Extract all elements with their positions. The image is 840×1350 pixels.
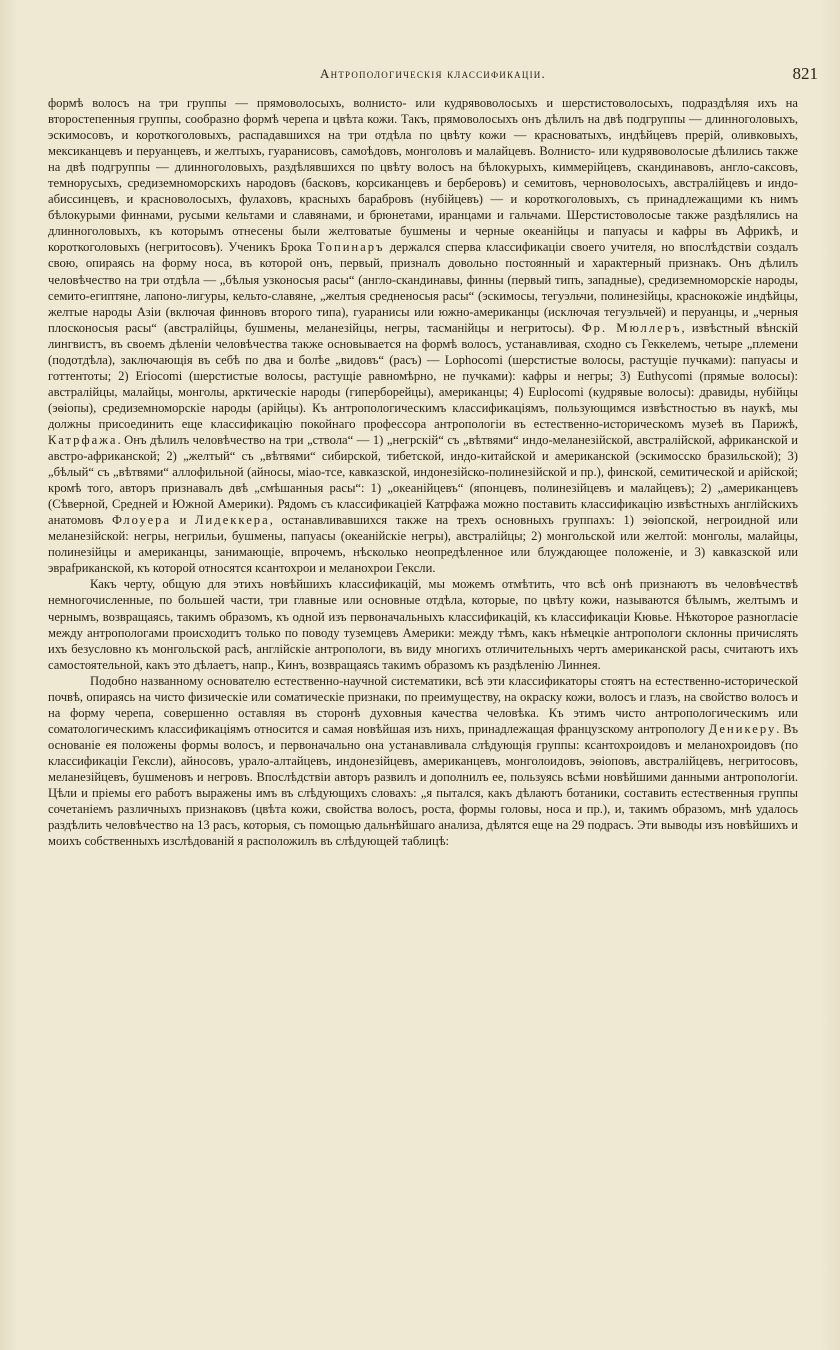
page-number: 821 [792,64,818,83]
author-name: Фр. Мюллеръ [581,320,682,335]
text-run: . Въ основаніе ея положены формы волосъ, и первоначально она устанавливала слѣдующія группы: ксантохроидовъ и меланохроидовъ (по классификаціи Гексли), айносовъ, урало-алтайцевъ, индонезійцевъ, американцевъ, монголоидовъ, эѳіоповъ, австралійцевъ, негритосовъ, меланезійцевъ, бушменовъ и негровъ. Впослѣдствіи авторъ развилъ и дополнилъ ее, пользуясь всѣми новѣйшими данными антропологіи. Цѣли и пріемы его работъ выражены имъ въ слѣдующихъ словахъ: „я пытался, какъ дѣлаютъ ботаники, составить естественныя группы сочетаніемъ различныхъ признаковъ (цвѣта кожи, свойства волосъ, роста, формы головы, носа и пр.), и, такимъ образомъ, мнѣ удалось раздѣлить человѣчество на 13 расъ, которыя, съ помощью дальнѣйшаго анализа, дѣлятся еще на 29 подрасъ. Эти выводы изъ новѣйшихъ и моихъ собственныхъ изслѣдованій я расположилъ въ слѣдующей таблицѣ: [48,721,798,849]
text-run: держался сперва классификаціи своего учителя, но впослѣдствіи создалъ свою, опираясь на форму носа, въ которой онъ, первый, призналъ довольно постоянный и характерный признакъ. Онъ дѣлилъ человѣчество на три отдѣла — „бѣлыя узконосыя расы“ (англо-скандинавы, финны (первый типъ, западные), средиземноморскіе народы, семито-египтяне, лапоно-лигуры, кельто-славяне, „желтыя средненосыя расы“ (эскимосы, тегуэльчи, полинезійцы, краснокожіе индѣйцы, желтые народы Азіи (включая финновъ второго типа), гуаранисы или южно-американцы (исключая тегуэльчей) и перуанцы, и „черныя плосконосыя расы“ (австралійцы, бушмены, меланезійцы, негры, тасманійцы и негритосы). [48,240,798,335]
text-run: . Онъ дѣлилъ человѣчество на три „ствола“ — 1) „негрскій“ съ „вѣтвями“ индо-меланезійской, австралійской, африканской и австро-африканской; 2) „желтый“ съ „вѣтвями“ сибирской, тибетской, индо-китайской и американской (эскимосско бразильской); 3) „бѣлый“ съ „вѣтвями“ аллофильной (айносы, міао-тсе, кавказской, индонезійско-полинезійской и пр.), финской, семитической и арійской; кромѣ того, авторъ признавалъ двѣ „смѣшанныя расы“: 1) „океанійцевъ“ (японцевъ, полинезійцевъ и малайцевъ); 2) „американцевъ (Сѣверной, Средней и Южной Америки). Рядомъ съ классификаціей Катрфажа можно поставить классификацію извѣстныхъ англійскихъ анатомовъ [48,432,798,528]
paragraph [48,576,798,672]
main-text [48,95,798,849]
text-run: , останавливавшихся также на трехъ основныхъ группахъ: 1) эѳіопской, негроидной или меланезійской: негры, негрильи, бушмены, папуасы (океанійскіе негры), австралійцы; 2) монгольской или желтой: монголы, малайцы, полинезійцы и американцы, занимающіе, впрочемъ, нѣсколько неопредѣленное или блуждающее положеніе, и 3) кавказской или эвраfриканской, къ которой относятся ксантохрои и меланохрои Гексли. [48,513,798,576]
author-name: Лидеккера [195,513,270,528]
text-run: , извѣстный вѣнскій лингвистъ, въ своемъ дѣленіи человѣчества также основывается на формѣ волосъ, устанавливая, сходно съ Геккелемъ, четыре „племени (подотдѣла), заключающія въ себѣ по два и болѣе „видовъ“ (расъ) — Lophocomi (шерстистые волосы, растущіе пучками): папуасы и готтентоты; 2) Eriocomi (шерстистые волосы, растущіе равномѣрно, не пучками): кафры и негры; 3) Euthycomi (прямые волосы): австралійцы, малайцы, монголы, арктическіе народы (гиперборейцы), американцы; 4) Euplocomi (кудрявые волосы): дравиды, нубійцы (эѳіопы), средиземноморскіе народы (арійцы). Къ антропологическимъ классификаціямъ, пользующимся извѣстностью въ наукѣ, мы должны присоединить еще классификацію покойнаго профессора антропологіи въ естественно-историческомъ музеѣ въ Парижѣ, [48,320,798,431]
page-header [48,64,818,86]
running-title: Антропологическія классификаціи. [320,66,546,81]
paragraph [48,95,798,576]
author-name: Топинаръ [316,240,385,255]
author-name: Флоуера [112,513,172,528]
text-run: Какъ черту, общую для этихъ новѣйшихъ классификацій, мы можемъ отмѣтить, что всѣ онѣ признаютъ въ человѣчествѣ немногочисленные, по большей части, три главные или основные отдѣла, которые, по цвѣту кожи, называются бѣлымъ, желтымъ и чернымъ, возвращаясь, такимъ образомъ, къ одной изъ первоначальныхъ классификацій, къ классификаціи Кювье. Нѣкоторое разногласіе между антропологами происходитъ только по поводу туземцевъ Америки: между тѣмъ, какъ нѣмецкіе антропологи склонны причислять ихъ безусловно къ монгольской расѣ, англійскіе антропологи, въ виду многихъ отличительныхъ чертъ американской расы, считаютъ ихъ самостоятельной, какъ это дѣлаетъ, напр., Кинъ, возвращаясь такимъ образомъ къ раздѣленію Линнея. [48,577,798,672]
author-name: Катрфажа [48,432,118,447]
text-run: и [171,513,195,528]
paragraph [48,673,798,850]
text-run: формѣ волосъ на три группы — прямоволосыхъ, волнисто- или кудрявоволосыхъ и шерстистоволосыхъ, подраздѣляя ихъ на второстепенныя группы, сообразно формѣ черепа и цвѣта кожи. Такъ, прямоволосыхъ онъ дѣлилъ на двѣ подгруппы — длинноголовыхъ, эскимосовъ, и короткоголовыхъ, распадавшихся на три отдѣла по цвѣту кожи — красноватыхъ, индѣйцевъ прерій, оливковыхъ, мексиканцевъ и перуанцевъ, и желтыхъ, гуаранисовъ, самоѣдовъ, монголовъ и малайцевъ. Волнисто- или кудрявоволосые дѣлились также на двѣ подгруппы — длинноголовыхъ, раздѣлявшихся по цвѣту волосъ на бѣлокурыхъ, киммерійцевъ, скандинавовъ, англо-саксовъ, темнорусыхъ, средиземноморскихъ народовъ (басковъ, корсиканцевъ и берберовъ) и семитовъ, черноволосыхъ, австралійцевъ и индо-абиссинцевъ, и красноволосыхъ, фулаховъ, красныхъ барабровъ (нубійцевъ) — и короткоголовыхъ, съ принадлежащими къ нимъ бѣлокурыми финнами, русыми кельтами и славянами, и брюнетами, иранцами и гальчами. Шерстистоволосые также раздѣлялись на длинноголовыхъ, къ которымъ отнесены были желтоватые бушмены и черные океанійцы и папуасы и кафры въ Африкѣ, и короткоголовыхъ (негритосовъ). Ученикъ Брока [48,96,798,255]
text-run: Подобно названному основателю естественно-научной систематики, всѣ эти классификаторы стоятъ на естественно-исторической почвѣ, опираясь на чисто физическіе или соматическіе признаки, по преимуществу, на окраску кожи, волосъ и глазъ, на свойство волосъ и на форму черепа, совершенно оставляя въ сторонѣ духовныя качества человѣка. Къ этимъ чисто антропологическимъ или соматологическимъ классификаціямъ относится и самая новѣйшая изъ нихъ, принадлежащая французскому антропологу [48,673,798,736]
author-name: Деникеру [708,721,777,736]
